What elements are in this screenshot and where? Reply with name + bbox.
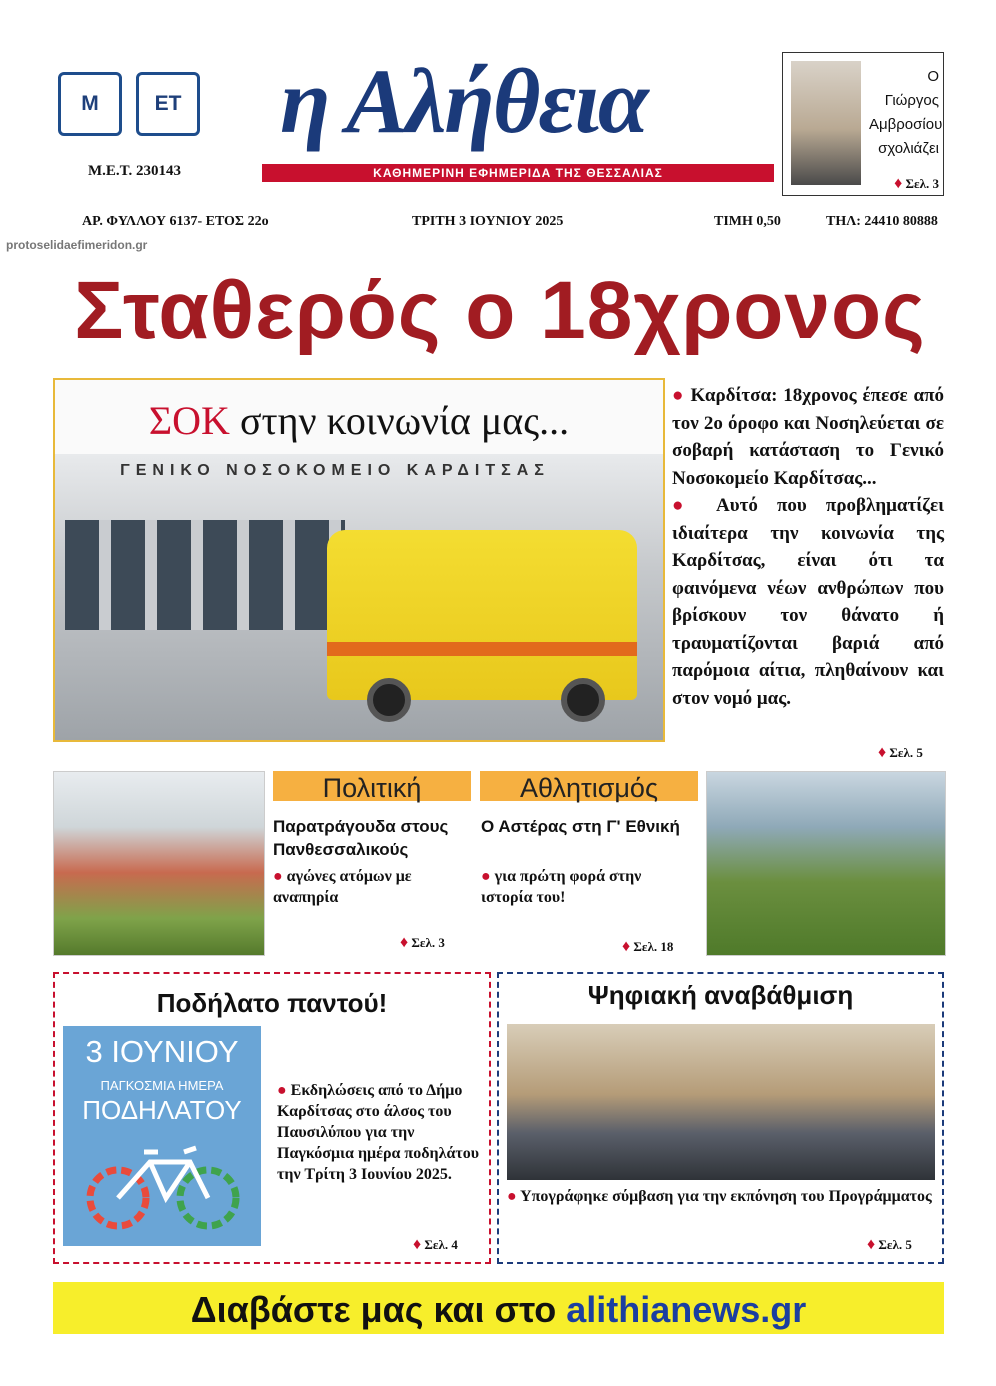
headline[interactable]: Σταθερός ο 18χρονος <box>74 265 926 356</box>
digital-body: ● Υπογράφηκε σύμβαση για την εκπόνηση του Προγράμματος <box>507 1188 932 1205</box>
columnist-page-ref: ♦ Σελ. 3 <box>894 175 939 192</box>
met-logo-left: Μ <box>58 72 122 136</box>
issue-date: ΤΡΙΤΗ 3 ΙΟΥΝΙΟΥ 2025 <box>412 214 564 229</box>
hospital-sign: ΓΕΝΙΚΟ ΝΟΣΟΚΟΜΕΙΟ ΚΑΡΔΙΤΣΑΣ <box>120 462 550 479</box>
politics-title[interactable]: Παρατράγουδα στους Πανθεσσαλικούς <box>273 817 449 859</box>
newspaper-subtitle: ΚΑΘΗΜΕΡΙΝΗ ΕΦΗΜΕΡΙΔΑ ΤΗΣ ΘΕΣΣΑΛΙΑΣ <box>262 164 774 182</box>
politics-body: ● αγώνες ατόμων με αναπηρία <box>273 868 412 906</box>
main-story-paragraph1: ● Καρδίτσα: 18χρονος έπεσε από τον 2ο όροφο και Νοσηλεύεται σε σοβαρή κατάσταση το Γενικό Νοσοκομείο Καρδίτσας... <box>672 385 945 489</box>
footer-site-link[interactable]: alithianews.gr <box>566 1289 807 1330</box>
football-photo[interactable] <box>706 771 946 956</box>
digital-title[interactable]: Ψηφιακή αναβάθμιση <box>587 980 854 1010</box>
met-logo-right: ΕΤ <box>136 72 200 136</box>
bullet-icon: ● <box>277 1082 287 1099</box>
columnist-line2: Αμβροσίου <box>869 116 943 133</box>
bike-box[interactable] <box>53 972 491 1264</box>
diamond-icon: ♦ <box>622 938 631 955</box>
photo-banner-rest: στην κοινωνία μας... <box>239 398 570 443</box>
price: ΤΙΜΗ 0,50 <box>714 214 781 229</box>
digital-page-ref: ♦ Σελ. 5 <box>867 1236 912 1253</box>
bullet-icon: ● <box>672 385 685 406</box>
diamond-icon: ♦ <box>400 934 409 951</box>
bike-body: ● Εκδηλώσεις από το Δήμο Καρδίτσας στο άλσος του Παυσιλύπου για την Παγκόσμια ημέρα ποδηλάτου την Τρίτη 3 Ιουνίου 2025. <box>277 1082 480 1183</box>
bike-panel-line2: ΠΑΓΚΟΣΜΙΑ ΗΜΕΡΑ <box>100 1078 224 1093</box>
met-logo <box>58 66 208 148</box>
digital-box[interactable] <box>497 972 944 1264</box>
diamond-icon: ♦ <box>413 1236 422 1253</box>
diamond-icon: ♦ <box>878 744 887 761</box>
columnist-line3: σχολιάζει <box>878 140 939 157</box>
building-windows <box>65 520 345 630</box>
photo-banner-red: ΣΟΚ <box>148 398 230 443</box>
bike-panel-line3: ΠΟΔΗΛΑΤΟΥ <box>82 1095 242 1125</box>
sports-title[interactable]: Ο Αστέρας στη Γ' Εθνική <box>481 817 680 836</box>
sports-page-ref: ♦ Σελ. 18 <box>622 938 674 955</box>
bicycle-icon <box>72 1132 252 1232</box>
columnist-line1: Ο Γιώργος <box>884 68 939 109</box>
diamond-icon: ♦ <box>867 1236 876 1253</box>
photo-banner <box>55 380 663 454</box>
bullet-icon: ● <box>273 868 283 885</box>
ambulance-wheel <box>367 678 411 722</box>
issue-number: ΑΡ. ΦΥΛΛΟΥ 6137- ΕΤΟΣ 22ο <box>82 214 269 229</box>
athletes-photo[interactable] <box>53 771 265 956</box>
bullet-icon: ● <box>507 1188 517 1205</box>
footer-banner[interactable] <box>53 1282 944 1334</box>
politics-page-ref: ♦ Σελ. 3 <box>400 934 445 951</box>
phone: ΤΗΛ: 24410 80888 <box>826 214 938 229</box>
bike-page-ref: ♦ Σελ. 4 <box>413 1236 458 1253</box>
tab-politics[interactable]: Πολιτική <box>273 771 471 801</box>
columnist-box[interactable] <box>782 52 944 196</box>
bike-panel-line1: 3 ΙΟΥΝΙΟΥ <box>85 1034 239 1069</box>
bike-day-panel <box>63 1026 261 1246</box>
main-story-page-ref: ♦ Σελ. 5 <box>878 744 923 761</box>
met-number: Μ.Ε.Τ. 230143 <box>88 163 182 179</box>
newspaper-title: η Αλήθεια <box>280 50 647 152</box>
main-story-photo[interactable] <box>53 378 665 742</box>
tab-sports[interactable]: Αθλητισμός <box>480 771 698 801</box>
bullet-icon: ● <box>481 868 491 885</box>
meeting-photo <box>507 1024 935 1180</box>
main-story-text <box>672 382 944 712</box>
sports-body: ● για πρώτη φορά στην ιστορία του! <box>481 868 642 906</box>
main-story-paragraph2: ● Αυτό που προβληματίζει ιδιαίτερα την κοινωνία της Καρδίτσας, είναι ότι τα φαινόμενα νέων ανθρώπων που βρίσκουν τον θάνατο ή τραυματίζονται βαριά από παρόμοια αίτια, πληθαίνουν και στον νομό μας. <box>672 495 945 709</box>
ambulance <box>327 530 637 700</box>
columnist-photo <box>791 61 861 185</box>
bullet-icon: ● <box>672 495 698 516</box>
diamond-icon: ♦ <box>894 175 903 192</box>
bike-title[interactable]: Ποδήλατο παντού! <box>156 988 388 1018</box>
watermark: protoselidaefimeridon.gr <box>6 238 148 252</box>
ambulance-wheel <box>561 678 605 722</box>
footer-text: Διαβάστε μας και στο <box>190 1289 557 1330</box>
columnist-text <box>869 65 943 193</box>
ambulance-stripe <box>327 642 637 656</box>
